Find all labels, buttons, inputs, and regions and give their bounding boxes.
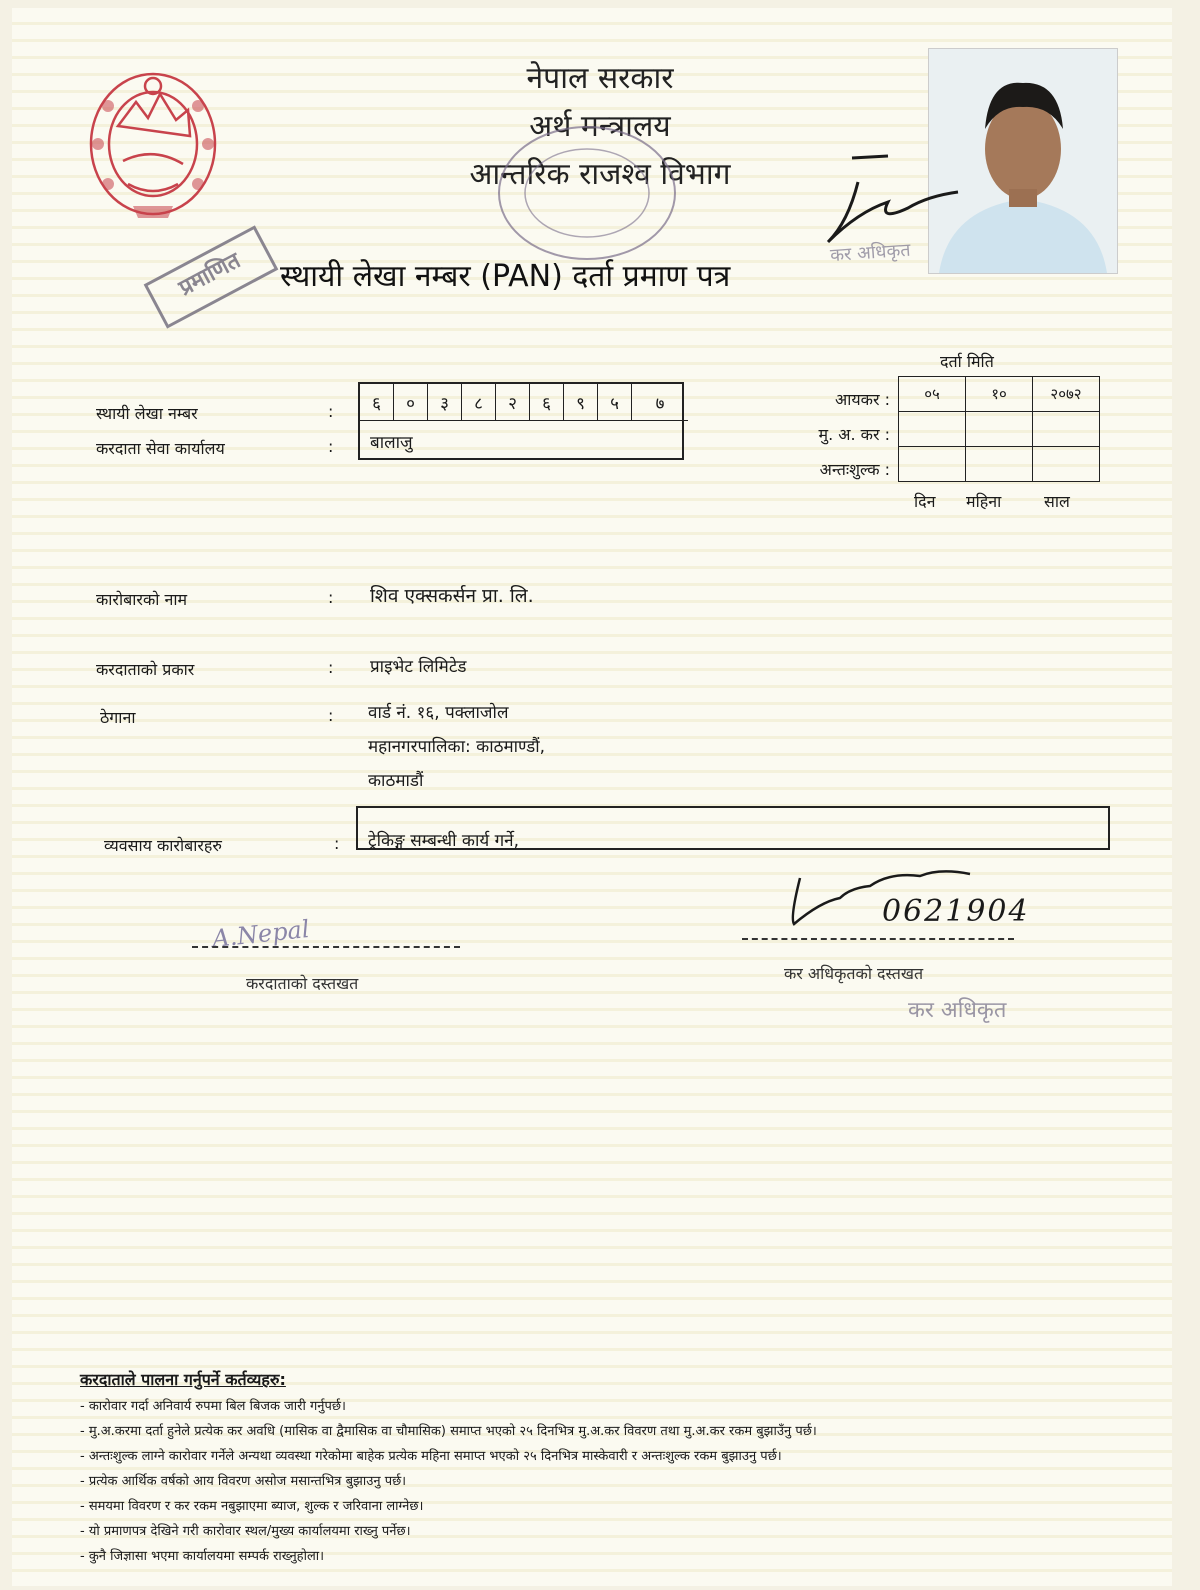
vat-month [966, 412, 1033, 447]
duty-item: - समयमा विवरण र कर रकम नबुझाएमा ब्याज, शुल्क र जरिवाना लाग्नेछ। [80, 1499, 424, 1514]
vat-day [899, 412, 966, 447]
officer-signature-label: कर अधिकृतको दस्तखत [784, 964, 924, 983]
pan-digit: ९ [564, 384, 598, 421]
vat-date-row [899, 412, 1100, 447]
address-line3: काठमाडौं [368, 771, 424, 791]
registration-date-heading: दर्ता मिति [940, 352, 994, 371]
excise-day [899, 447, 966, 482]
activities-value: ट्रेकिङ्ग सम्बन्धी कार्य गर्ने, [368, 831, 520, 851]
pan-digit: ६ [530, 384, 564, 421]
officer-stamp: कर अधिकृत [908, 998, 1007, 1023]
taxpayer-type-label: करदाताको प्रकार [96, 660, 195, 679]
activities-box [356, 806, 1110, 850]
col-year-label: साल [1044, 492, 1070, 511]
pan-colon: : [328, 402, 334, 421]
office-seal-icon [492, 118, 682, 268]
registration-date-grid [898, 376, 1100, 482]
vat-year [1033, 412, 1100, 447]
address-line2: महानगरपालिका: काठमाण्डौं, [368, 737, 546, 757]
duty-item: - मु.अ.करमा दर्ता हुनेले प्रत्येक कर अवधि (मासिक वा द्वैमासिक वा चौमासिक) समाप्त भएको २५ दिनभित्र मु.अ.कर विवरण तथा मु.अ.कर रकम बुझाउँनु पर्छ। [80, 1424, 817, 1439]
address-colon: : [328, 706, 334, 725]
header-department: आन्तरिक राजश्व विभाग [469, 157, 731, 192]
certified-stamp: प्रमाणित [144, 225, 279, 328]
taxpayer-signature-line [192, 946, 460, 948]
income-tax-month: १० [966, 377, 1033, 412]
office-colon: : [328, 437, 334, 456]
photo-stamp: कर अधिकृत [829, 239, 912, 267]
header-ministry: अर्थ मन्त्रालय [529, 109, 671, 144]
col-day-label: दिन [914, 492, 936, 511]
pan-digit: २ [496, 384, 530, 421]
income-tax-year: २०७२ [1033, 377, 1100, 412]
col-month-label: महिना [966, 492, 1002, 511]
excise-date-row [899, 447, 1100, 482]
address-label: ठेगाना [100, 708, 136, 727]
business-name-value: शिव एक्सकर्सन प्रा. लि. [370, 585, 534, 607]
excise-label: अन्तःशुल्क : [819, 460, 890, 479]
pan-label: स्थायी लेखा नम्बर [96, 404, 198, 423]
nepal-emblem-icon [78, 66, 228, 226]
pan-digit: ६ [360, 384, 394, 421]
address-line1: वार्ड नं. १६, पक्लाजोल [368, 703, 509, 723]
duty-item: - यो प्रमाणपत्र देखिने गरी कारोवार स्थल/मुख्य कार्यालयमा राख्नु पर्नेछ। [80, 1524, 411, 1539]
pan-digit: ७ [632, 384, 688, 421]
officer-code: 0621904 [882, 894, 1030, 929]
header-govt: नेपाल सरकार [526, 61, 674, 96]
certificate-title: स्थायी लेखा नम्बर (PAN) दर्ता प्रमाण पत्र [280, 259, 731, 294]
duties-title: करदाताले पालना गर्नुपर्ने कर्तव्यहरु: [80, 1370, 286, 1389]
activities-label: व्यवसाय कारोबारहरु [104, 836, 222, 855]
pan-digit: ३ [428, 384, 462, 421]
excise-year [1033, 447, 1100, 482]
duty-item: - प्रत्येक आर्थिक वर्षको आय विवरण असोज मसान्तभित्र बुझाउनु पर्छ। [80, 1474, 407, 1489]
income-tax-label: आयकर : [835, 390, 890, 409]
activities-colon: : [334, 834, 340, 853]
duty-item: - कारोवार गर्दा अनिवार्य रुपमा बिल बिजक जारी गर्नुपर्छ। [80, 1399, 346, 1414]
business-colon: : [328, 588, 334, 607]
office-label: करदाता सेवा कार्यालय [96, 439, 225, 458]
duty-item: - अन्तःशुल्क लाग्ने कारोवार गर्नेले अन्यथा व्यवस्था गरेकोमा बाहेक प्रत्येक महिना समाप्त भएको २५ दिनभित्र मास्केवारी र अन्तःशुल्क रकम बुझाउनु पर्छ। [80, 1449, 782, 1464]
excise-month [966, 447, 1033, 482]
office-value: बालाजु [370, 433, 413, 453]
income-tax-date-row [899, 377, 1100, 412]
duty-item: - कुनै जिज्ञासा भएमा कार्यालयमा सम्पर्क राख्नुहोला। [80, 1549, 325, 1564]
pan-box [358, 382, 684, 460]
duties-list [80, 1394, 1170, 1569]
taxpayer-signature-label: करदाताको दस्तखत [246, 974, 359, 993]
vat-label: मु. अ. कर : [818, 425, 890, 444]
taxpayer-type-value: प्राइभेट लिमिटेड [370, 657, 467, 677]
type-colon: : [328, 658, 334, 677]
pan-digit: ५ [598, 384, 632, 421]
pan-digit: ८ [462, 384, 496, 421]
business-name-label: कारोबारको नाम [96, 590, 188, 609]
officer-signature-line [742, 938, 1014, 940]
pan-digit: ० [394, 384, 428, 421]
income-tax-day: ०५ [899, 377, 966, 412]
pan-digits [360, 384, 688, 420]
taxpayer-signature: A.Nepal [210, 914, 311, 954]
